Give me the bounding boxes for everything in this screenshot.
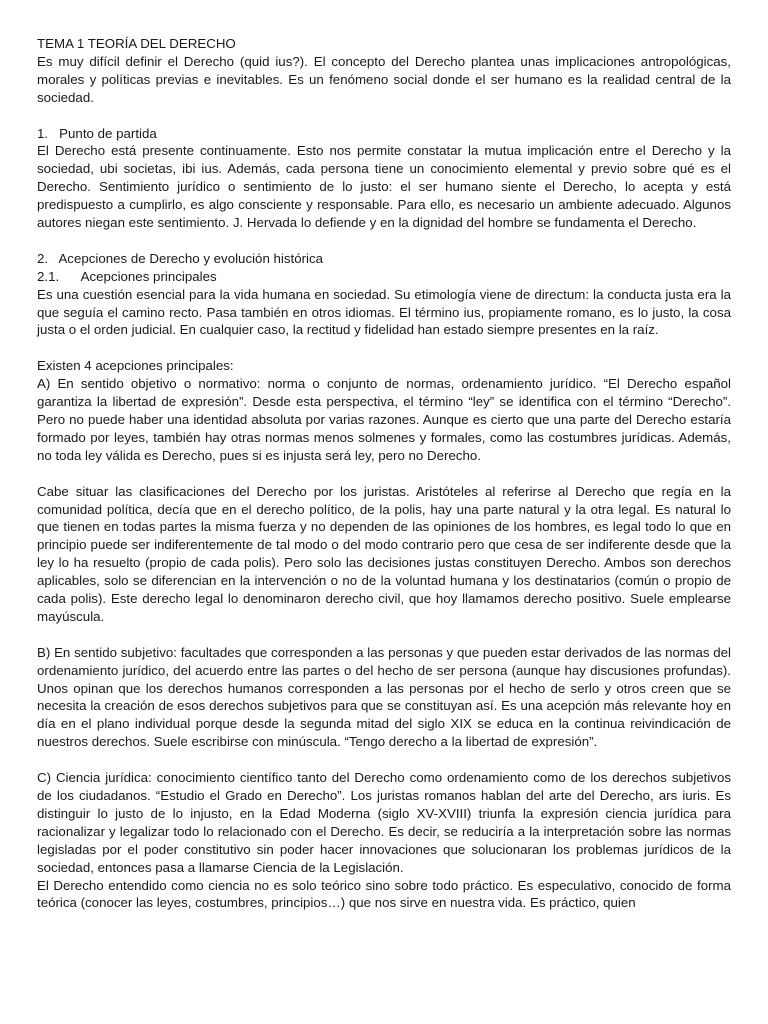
section-2-1-heading: 2.1. Acepciones principales [37,268,217,284]
document-body [37,35,731,912]
section-2-1-paragraph: Es una cuestión esencial para la vida humana en sociedad. Su etimología viene de directum: la conducta justa era la que seguía el camino recto. Pasa también en otros idiomas. El término ius, propiamente romano, es lo justo, la cosa justa o el orden judicial. En cualquier caso, la rectitud y fidelidad han estado siempre presentes en la raíz. [37,286,731,338]
paragraph-spacer [37,751,731,769]
document-title: TEMA 1 TEORÍA DEL DERECHO [37,36,236,51]
paragraph-spacer [37,107,731,125]
paragraph-spacer [37,339,731,357]
acepcion-b-paragraph: B) En sentido subjetivo: facultades que corresponden a las personas y que pueden estar derivados de las normas del ordenamiento jurídico, del acuerdo entre las partes o del hecho de ser persona (aunque hay discusiones profundas). Unos opinan que los derechos humanos corresponden a las personas por el hecho de serlo y otros creen que se necesita la creación de esos derechos subjetivos para que se constituyan así. Es una acepción más relevante hoy en día en el plano individual porque desde la segunda mitad del siglo XIX se educa en la continua reivindicación de nuestros derechos. Suele escribirse con minúscula. “Tengo derecho a la libertad de expresión”. [37,644,731,750]
section-1-heading: 1. Punto de partida [37,125,157,141]
intro-paragraph: Es muy difícil definir el Derecho (quid ius?). El concepto del Derecho plantea unas implicaciones antropológicas, morales y políticas previas e inevitables. Es un fenómeno social donde el ser humano es la realidad central de la sociedad. [37,53,731,105]
clasificaciones-paragraph: Cabe situar las clasificaciones del Derecho por los juristas. Aristóteles al referirse al Derecho que regía en la comunidad política, decía que en el derecho político, de la polis, hay una parte natural y la otra legal. Es natural lo que tienen en todas partes la misma fuerza y no dependen de las opiniones de los hombres, es legal todo lo que en principio puede ser indiferentemente de tal modo o del modo contrario pero que cesa de ser indiferente desde que la ley lo ha resuelto (propio de cada polis). Pero solo las decisiones justas constituyen Derecho. Ambos son derechos aplicables, solo se diferencian en la intervención o no de la voluntad humana y los destinatarios (común o propio de cada polis). Este derecho legal lo denominaron derecho civil, que hoy llamamos derecho positivo. Suele emplearse mayúscula. [37,483,731,624]
acepcion-a-paragraph: A) En sentido objetivo o normativo: norma o conjunto de normas, ordenamiento jurídico. “El Derecho español garantiza la libertad de expresión”. Desde esta perspectiva, el término “ley” se identifica con el término “Derecho”. Pero no puede haber una identidad absoluta por varias razones. Aunque es cierto que una parte del Derecho estaría formado por leyes, también hay otras normas menos solmenes y formales, como las costumbres jurídicas. Además, no toda ley válida es Derecho, pues si es injusta será ley, pero no Derecho. [37,376,731,463]
ciencia-practica-paragraph: El Derecho entendido como ciencia no es solo teórico sino sobre todo práctico. Es especulativo, conocido de forma teórica (conocer las leyes, costumbres, principios…) que nos sirve en nuestra vida. Es práctico, quien [37,877,731,911]
acepcion-c-paragraph: C) Ciencia jurídica: conocimiento científico tanto del Derecho como ordenamiento como de los derechos subjetivos de los ciudadanos. “Estudio el Grado en Derecho”. Los juristas romanos hablan del arte del Derecho, ars iuris. Es distinguir lo justo de lo injusto, en la Edad Moderna (siglo XV-XVIII) triunfa la expresión ciencia jurídica para racionalizar y legalizar todo lo relacionado con el Derecho. Es decir, se reduciría a la interpretación sobre las normas legisladas por el poder constitutivo sin poder hacer innovaciones que solucionaran los problemas jurídicos de la sociedad, entonces pasa a llamarse Ciencia de la Legislación. [37,770,731,875]
section-1-paragraph: El Derecho está presente continuamente. Esto nos permite constatar la mutua implicación entre el Derecho y la sociedad, ubi societas, ibi ius. Además, cada persona tiene un conocimiento elemental y previo sobre qué es el Derecho. Sentimiento jurídico o sentimiento de lo justo: el ser humano siente el Derecho, lo acepta y está predispuesto a cumplirlo, es algo consciente y responsable. Para ello, es necesario un ambiente adecuado. Algunos autores niegan este sentimiento. J. Hervada lo defiende y en la dignidad del hombre se fundamenta el Derecho. [37,143,731,231]
paragraph-spacer [37,626,731,644]
section-2-heading: 2. Acepciones de Derecho y evolución histórica [37,250,324,266]
paragraph-spacer [37,465,731,483]
paragraph-spacer [37,232,731,250]
acepciones-intro: Existen 4 acepciones principales: [37,358,234,374]
